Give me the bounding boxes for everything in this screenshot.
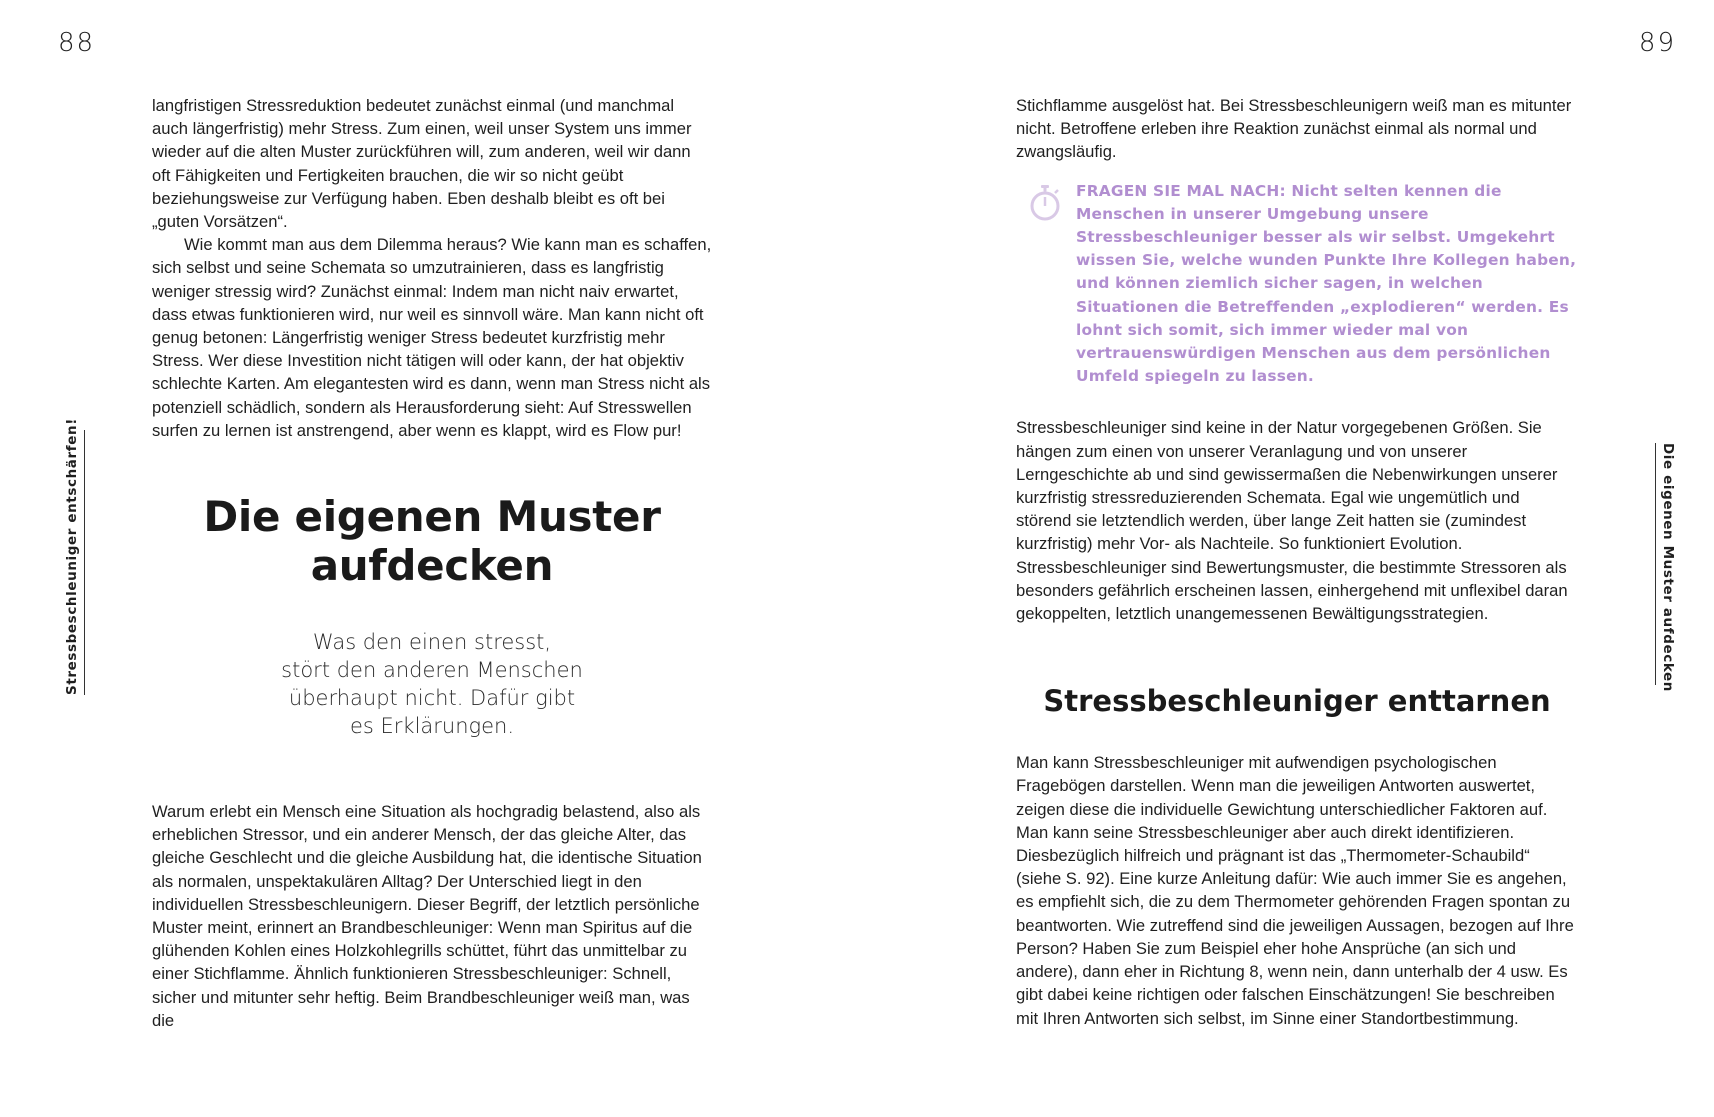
right-body-text — [1016, 416, 1578, 625]
side-tab-right: Die eigenen Muster aufdecken — [1655, 443, 1676, 685]
lead-line: überhaupt nicht. Dafür gibt — [288, 686, 576, 711]
chapter-heading-line: Die eigenen Muster — [203, 492, 661, 542]
tip-text: FRAGEN SIE MAL NACH: Nicht selten kennen die Menschen in unserer Umgebung unsere Stressbeschleuniger besser als wir selbst. Umgekehrt wissen Sie, welche wunden Punkte Ihre Kollegen haben, und können ziemlich sicher sagen, in welchen Situationen die Betreffenden „explodieren“ werden. Es lohnt sich somit, sich immer wieder mal von vertrauenswürdigen Menschen aus dem persönlichen Umfeld spiegeln zu lassen. — [1076, 181, 1577, 386]
lead-line: es Erklärungen. — [349, 714, 515, 739]
paragraph: Wie kommt man aus dem Dilemma heraus? Wie kann man es schaffen, sich selbst und seine Schemata so umzutrainieren, dass es langfristig weniger stressig wird? Zunächst einmal: Indem man nicht naiv erwartet, dass etwas funktionieren wird, nur weil es sinnvoll wäre. Man kann nicht oft genug betonen: Längerfristig weniger Stress bedeutet kurzfristig mehr Stress. Wer diese Investition nicht tätigen will oder kann, der hat objektiv schlechte Karten. Am elegantesten wird es dann, wenn man Stress nicht als potenziell schädlich, sondern als Herausforderung sieht: Auf Stresswellen surfen zu lernen ist anstrengend, aber wenn es klappt, wird es Flow pur! — [152, 235, 712, 440]
right-page-column — [1016, 94, 1578, 1030]
lead-line: stört den anderen Menschen — [281, 658, 583, 683]
paragraph: Stichflamme ausgelöst hat. Bei Stressbeschleunigern weiß man es mitunter nicht. Betroffene erleben ihre Reaktion zunächst einmal als normal und zwangsläufig. — [1016, 96, 1572, 162]
paragraph: Warum erlebt ein Mensch eine Situation als hochgradig belastend, also als erheblichen Stressor, und ein anderer Mensch, der das gleiche Alter, das gleiche Geschlecht und die gleiche Ausbildung hat, die identische Situation als normalen, unspektakulären Alltag? Der Unterschied liegt in den individuellen Stressbeschleunigern. Dieser Begriff, der letztlich persönliche Muster meint, erinnert an Brandbeschleuniger: Wenn man Spiritus auf die glühenden Kohlen eines Holzkohlegrills schüttet, führt das unmittelbar zu einer Stichflamme. Ähnlich funktionieren Stressbeschleuniger: Schnell, sicher und mitunter sehr heftig. Beim Brandbeschleuniger weiß man, was die — [152, 802, 702, 1030]
stopwatch-icon — [1028, 184, 1062, 222]
side-tab-left: Stressbeschleuniger entschärfen! — [64, 430, 85, 695]
paragraph: Stressbeschleuniger sind keine in der Natur vorgegebenen Größen. Sie hängen zum einen von unserer Veranlagung und von unserer Lerngeschichte ab und sind gewissermaßen die Nebenwirkungen unserer kurzfristig stressreduzierenden Schemata. Egal wie ungemütlich und störend sie letztendlich werden, über lange Zeit hatten sie (zumindest kurzfristig) mehr Vor- als Nachteile. So funktioniert Evolution. Stressbeschleuniger sind Bewertungsmuster, die bestimmte Stressoren als besonders gefährlich erscheinen lassen, einhergehend mit unflexibel daran gekoppelten, letztlich unangemessenen Bewältigungsstrategien. — [1016, 418, 1568, 624]
right-intro-text — [1016, 94, 1578, 164]
paragraph: langfristigen Stressreduktion bedeutet zunächst einmal (und manchmal auch längerfristig) mehr Stress. Zum einen, weil unser System uns immer wieder auf die alten Muster zurückführen will, zum anderen, weil wir dann oft Fähigkeiten und Fertigkeiten brauchen, die wir so nicht geübt beziehungsweise zur Verfügung haben. Eben deshalb bleibt es oft bei „guten Vorsätzen“. — [152, 96, 692, 232]
section-heading: Stressbeschleuniger enttarnen — [1043, 684, 1551, 719]
left-page-column — [152, 94, 712, 1032]
page-number-left: 88 — [58, 28, 96, 58]
chapter-heading-line: aufdecken — [310, 541, 554, 591]
tip-box — [1016, 180, 1578, 389]
chapter-heading — [152, 492, 712, 590]
chapter-lead — [152, 628, 712, 740]
right-body-text-bottom — [1016, 751, 1578, 1029]
page-number-right: 89 — [1638, 28, 1676, 58]
left-intro-text — [152, 94, 712, 442]
left-body-text — [152, 800, 712, 1032]
paragraph: Man kann Stressbeschleuniger mit aufwendigen psychologischen Fragebögen darstellen. Wenn man die jeweiligen Antworten auswertet, zeigen diese die individuelle Gewichtung unterschiedlicher Faktoren auf. Man kann seine Stressbeschleuniger aber auch direkt identifizieren. Diesbezüglich hilfreich und prägnant ist das „Thermometer-Schaubild“ (siehe S. 92). Eine kurze Anleitung dafür: Wie auch immer Sie es angehen, es empfiehlt sich, die zu dem Thermometer gehörenden Fragen spontan zu beantworten. Wie zutreffend sind die jeweiligen Aussagen, bezogen auf Ihre Person? Haben Sie zum Beispiel eher hohe Ansprüche (an sich und andere), dann eher in Richtung 8, wenn nein, dann unterhalb der 4 usw. Es gibt dabei keine richtigen oder falschen Einschätzungen! Sie beschreiben mit Ihren Antworten sich selbst, im Sinne einer Standortbestimmung. — [1016, 753, 1574, 1028]
lead-line: Was den einen stresst, — [312, 630, 552, 655]
